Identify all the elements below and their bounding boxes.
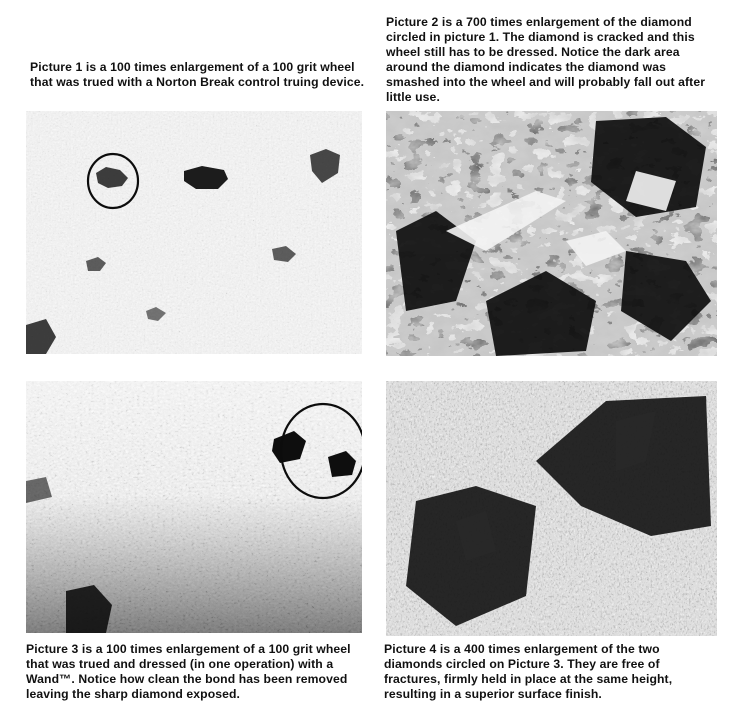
picture-2-photo	[386, 111, 717, 356]
picture-4-caption: Picture 4 is a 400 times enlargement of the two diamonds circled on Picture 3. They are free of fractures, firmly held in place at the same height, resulting in a superior surface finish.	[384, 642, 673, 701]
picture-3-caption: Picture 3 is a 100 times enlargement of a 100 grit wheel that was trued and dressed (in one operation) with a Wand™. Notice how clean the bond has been removed leaving the sharp diamond exposed.	[26, 642, 351, 701]
picture-3-photo	[26, 381, 362, 633]
picture-1-photo	[26, 111, 362, 354]
picture-1-caption: Picture 1 is a 100 times enlargement of a 100 grit wheel that was trued with a Norton Break control truing device.	[30, 60, 365, 89]
picture-4-photo	[386, 381, 717, 636]
picture-2-caption: Picture 2 is a 700 times enlargement of the diamond circled in picture 1. The diamond is cracked and this wheel still has to be dressed. Notice the dark area around the diamond indicates the diamond was smashed into the wheel and will probably fall out after little use.	[386, 15, 706, 104]
